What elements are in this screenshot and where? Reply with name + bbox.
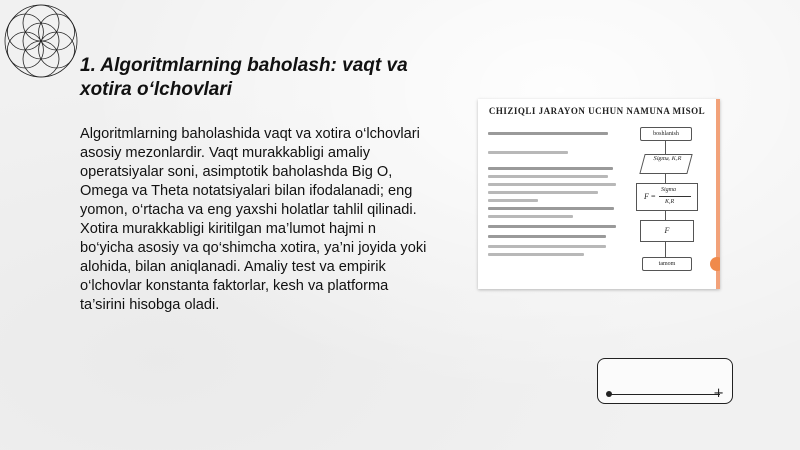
flowchart-arrow [665, 173, 666, 183]
figure-text-line [488, 151, 568, 154]
figure-text-line [488, 253, 584, 256]
figure-text-line [488, 245, 606, 248]
plus-icon[interactable]: + [713, 386, 724, 401]
flowchart-start: boshlanish [640, 127, 692, 141]
flowchart-arrow [665, 140, 666, 154]
figure-text-line [488, 132, 608, 135]
example-figure [478, 99, 720, 289]
process-lhs: F [644, 192, 649, 201]
process-rhs-numerator: Sigma [661, 187, 676, 193]
figure-text-line [488, 207, 614, 210]
flowchart-arrow [665, 241, 666, 257]
figure-text-line [488, 235, 606, 238]
figure-text-line [488, 167, 613, 170]
flowchart-arrow [665, 210, 666, 220]
slide-title: 1. Algoritmlarning baholash: vaqt va xotira o‘lchovlari [80, 55, 408, 100]
flowchart-output: F [640, 220, 694, 242]
flowchart-process [636, 183, 698, 211]
process-rhs-denominator: K,R [665, 199, 675, 205]
figure-heading: CHIZIQLI JARAYON UCHUN NAMUNA MISOL [488, 106, 706, 116]
figure-accent-dot [710, 257, 720, 271]
flowchart-end: tamom [642, 257, 692, 271]
figure-text-line [488, 225, 616, 228]
figure-text-line [488, 199, 538, 202]
flower-of-life-icon [2, 2, 80, 80]
dot-icon[interactable] [606, 391, 612, 397]
timeline-control[interactable] [597, 358, 733, 404]
slide-body-text: Algoritmlarning baholashida vaqt va xotira o‘lchovlari asosiy mezonlardir. Vaqt murakkabligi amaliy operatsiyalar soni, asimptotik baholashda Big O, Omega va Theta notatsiyalari bilan ifodalanadi; eng yomon, o‘rtacha va eng yaxshi holatlar tahlil qilinadi. Xotira murakkabligi kiritilgan ma’lumot hajmi n bo‘yicha asosiy va qo‘shimcha xotira, ya’ni joyida yoki alohida, bilan aniqlanadi. Amaliy test va empirik o‘lchovlar konstanta faktorlar, kesh va platforma ta’sirini hisobga oladi. [80, 126, 427, 313]
figure-text-line [488, 183, 616, 186]
figure-text-line [488, 215, 573, 218]
flowchart-input: Sigma, K,R [639, 154, 692, 174]
figure-text-line [488, 175, 608, 178]
equals-sign: = [651, 192, 656, 201]
fraction-bar [659, 196, 691, 197]
timeline-track[interactable] [608, 394, 720, 395]
figure-text-line [488, 191, 598, 194]
